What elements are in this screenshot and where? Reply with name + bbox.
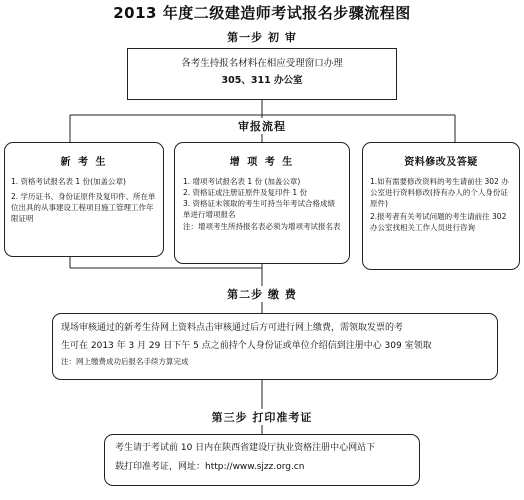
add-subject-box (174, 142, 350, 264)
review-flow-label: 审报流程 (212, 118, 312, 134)
new-candidate-title: 新 考 生 (60, 157, 108, 168)
add-subject-note: 注：增项考生所持报名表必须为增项考试报名表 (183, 222, 341, 231)
step3-box (104, 434, 420, 486)
step2-line2: 生可在 2013 年 3 月 29 日下午 5 点之前持个人身份证或单位介绍信到注册中心 309 室领取 (61, 341, 432, 351)
step1-line1: 各考生持报名材料在相应受理窗口办理 (181, 58, 343, 69)
page-title: 2013 年度二级建造师考试报名步骤流程图 (113, 4, 411, 22)
new-candidate-item: 2. 学历证书、身份证原件及复印件、所在单位出具的从事建设工程项目施工管理工作年限证明 (11, 192, 156, 223)
step2-note: 注：网上缴费成功后报名手续方算完成 (61, 357, 189, 366)
step2-line1: 现场审核通过的新考生待网上资料点击审核通过后方可进行网上缴费，需领取发票的考 (61, 323, 404, 333)
step2-label: 第二步 缴 费 (162, 286, 362, 302)
step3-label: 第三步 打印准考证 (162, 409, 362, 425)
add-subject-item: 2. 资格证或注册证原件及复印件 1 份 (183, 188, 308, 197)
data-change-box (362, 142, 520, 270)
data-change-title: 资料修改及答疑 (404, 157, 478, 168)
add-subject-title: 增 项 考 生 (229, 157, 295, 168)
step2-box (52, 313, 498, 380)
step3-line2: 载打印准考证，网址：http://www.sjzz.org.cn (115, 462, 305, 472)
step3-line1: 考生请于考试前 10 日内在陕西省建设厅执业资格注册中心网站下 (115, 443, 376, 453)
add-subject-item: 1. 增项考试报名表 1 份 (加盖公章) (183, 177, 301, 186)
step1-line2: 305、311 办公室 (221, 75, 303, 86)
add-subject-item: 3. 资格证未领取的考生可持当年考试合格成绩单进行增项报名 (183, 199, 336, 219)
step1-label: 第一步 初 审 (227, 31, 297, 44)
data-change-item: 1.如有需要修改资料的考生请前往 302 办公室进行资料修改(持有办人的个人身份证原件) (370, 177, 509, 208)
step1-box (127, 48, 397, 100)
new-candidate-item: 1. 资格考试报名表 1 份(加盖公章) (11, 177, 126, 186)
new-candidate-box (4, 142, 164, 257)
data-change-item: 2.报考者有关考试问题的考生请前往 302 办公室找相关工作人员进行咨询 (370, 212, 507, 232)
